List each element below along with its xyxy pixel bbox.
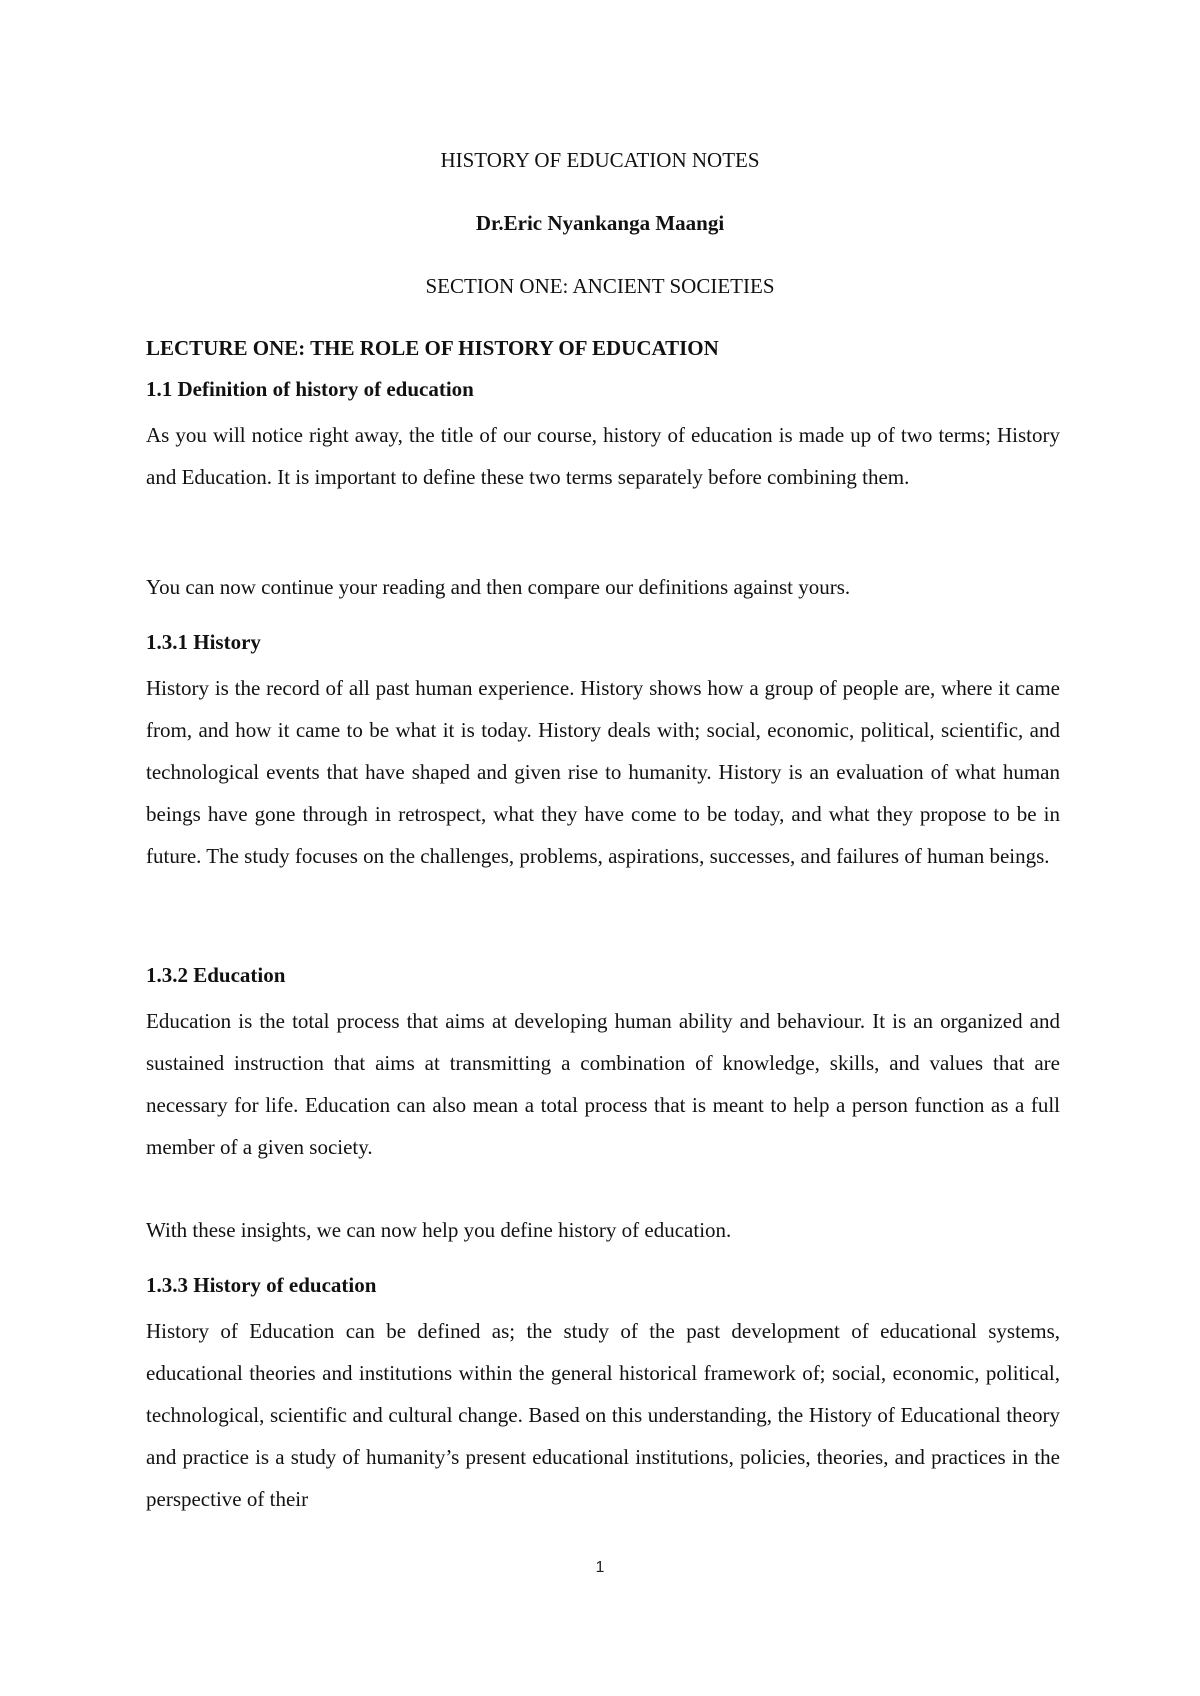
history-heading: 1.3.1 History [146, 630, 261, 654]
education-paragraph: Education is the total process that aims at developing human ability and behaviour. It is an organized and sustained instruction that aims at transmitting a combination of knowledge, skills, and values that are necessary for life. Education can also mean a total process that is meant to help a person function as a full member of a given society. [146, 1009, 1060, 1159]
author-name: Dr.Eric Nyankanga Maangi [475, 211, 725, 235]
history-paragraph: History is the record of all past human experience. History shows how a group of people are, where it came from, and how it came to be what it is today. History deals with; social, economic, political, scientific, and technological events that have shaped and given rise to humanity. History is an evaluation of what human beings have gone through in retrospect, what they have come to be today, and what they propose to be in future. The study focuses on the challenges, problems, aspirations, successes, and failures of human beings. [146, 676, 1060, 868]
document-title: HISTORY OF EDUCATION NOTES [440, 148, 760, 172]
section-title: SECTION ONE: ANCIENT SOCIETIES [425, 274, 775, 298]
page-number: 1 [595, 1559, 605, 1576]
history-of-education-paragraph: History of Education can be defined as; the study of the past development of educational systems, educational theories and institutions within the general historical framework of; social, economic, political, technological, scientific and cultural change. Based on this understanding, the History of Educational theory and practice is a study of humanity’s present educational institutions, policies, theories, and practices in the perspective of their [146, 1319, 1060, 1511]
lecture-heading: LECTURE ONE: THE ROLE OF HISTORY OF EDUCATION [146, 336, 719, 360]
history-of-education-heading: 1.3.3 History of education [146, 1273, 377, 1297]
insights-paragraph: With these insights, we can now help you define history of education. [146, 1218, 732, 1242]
education-heading: 1.3.2 Education [146, 963, 286, 987]
intro-paragraph: As you will notice right away, the title of our course, history of education is made up of two terms; History and Education. It is important to define these two terms separately before combining them. [146, 423, 1060, 489]
definition-heading: 1.1 Definition of history of education [146, 377, 474, 401]
compare-paragraph: You can now continue your reading and then compare our definitions against yours. [146, 575, 851, 599]
